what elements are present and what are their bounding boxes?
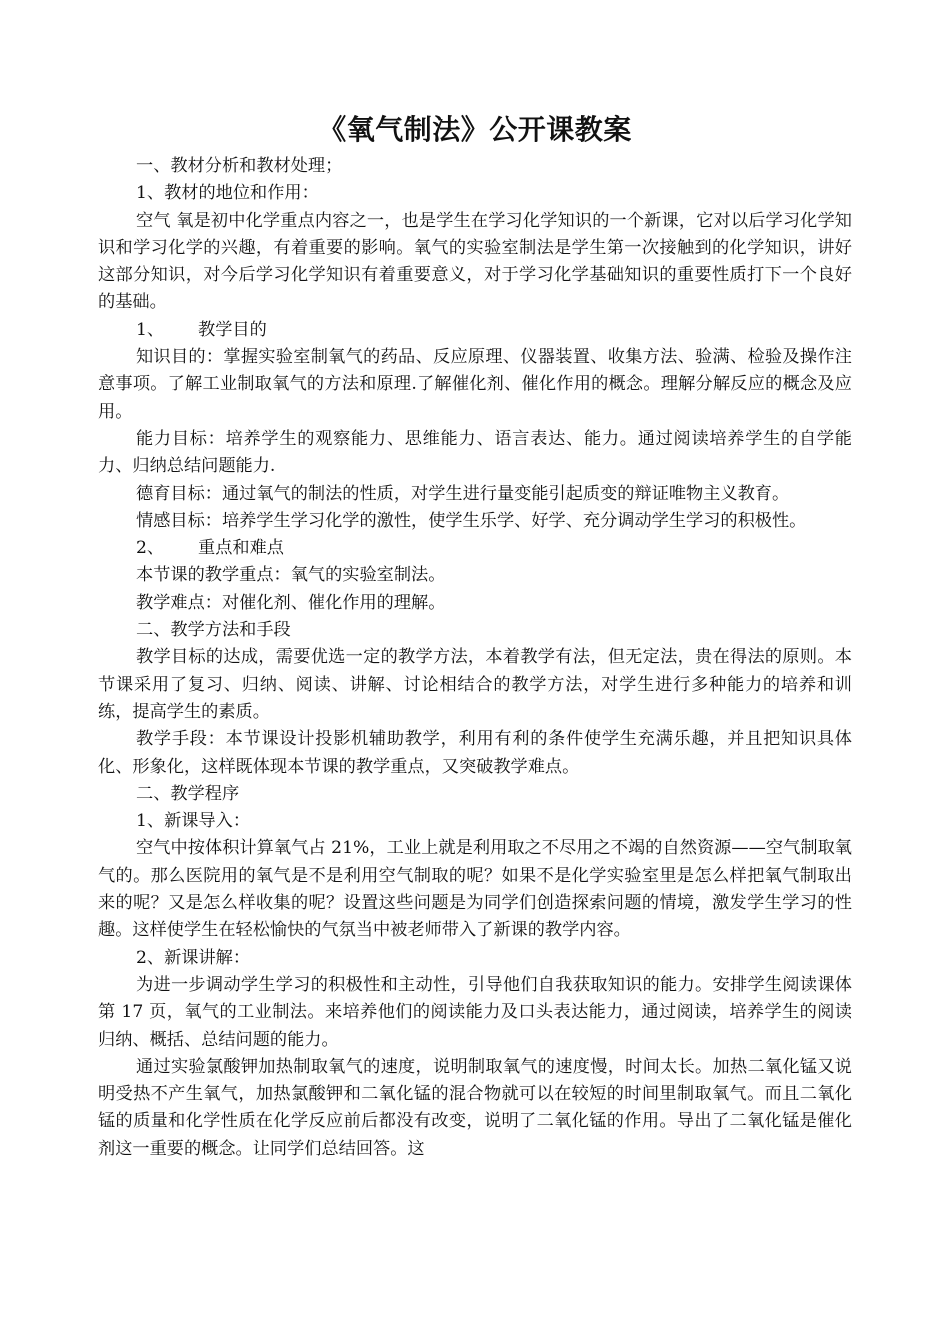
paragraph: 为进一步调动学生学习的积极性和主动性，引导他们自我获取知识的能力。安排学生阅读课体第 17 页，氧气的工业制法。来培养他们的阅读能力及口头表达能力，通过阅读，培养学生的阅读归纳、概括、总结问题的能力。 — [98, 974, 852, 1050]
section-heading: 二、教学方法和手段 — [136, 620, 291, 641]
numbered-heading — [98, 317, 852, 344]
paragraph: 知识目的：掌握实验室制氧气的药品、反应原理、仪器装置、收集方法、验满、检验及操作注意事项。了解工业制取氧气的方法和原理.了解催化剂、催化作用的概念。理解分解反应的概念及应用。 — [98, 347, 852, 422]
key-point-line: 本节课的教学重点：氧气的实验室制法。 — [136, 565, 446, 586]
numbered-heading — [98, 535, 852, 562]
difficulty-line: 教学难点：对催化剂、催化作用的理解。 — [136, 592, 446, 613]
section-heading: 一、教材分析和教材处理； — [136, 156, 343, 176]
paragraph: 教学手段：本节课设计投影机辅助教学，利用有利的条件使学生充满乐趣，并且把知识具体化、形象化，这样既体现本节课的教学重点，又突破教学难点。 — [98, 729, 852, 777]
heading-number: 1、 — [136, 319, 165, 340]
subsection-heading: 1、教材的地位和作用： — [136, 183, 319, 204]
heading-text: 教学目的 — [198, 319, 267, 340]
document-title: 《氧气制法》公开课教案 — [318, 113, 632, 146]
document-body — [98, 153, 852, 1163]
heading-number: 2、 — [136, 538, 165, 559]
paragraph: 教学目标的达成，需要优选一定的教学方法，本着教学有法，但无定法，贵在得法的原则。本节课采用了复习、归纳、阅读、讲解、讨论相结合的教学方法，对学生进行多种能力的培养和训练，提高学生的素质。 — [98, 647, 852, 722]
section-heading: 二、教学程序 — [136, 783, 240, 804]
paragraph: 德育目标：通过氧气的制法的性质，对学生进行量变能引起质变的辩证唯物主义教育。 — [136, 483, 790, 504]
paragraph: 空气 氧是初中化学重点内容之一，也是学生在学习化学知识的一个新课，它对以后学习化学知识和学习化学的兴趣，有着重要的影响。氧气的实验室制法是学生第一次接触到的化学知识，讲好这部分知识，对今后学习化学知识有着重要意义，对于学习化学基础知识的重要性质打下一个良好的基础。 — [98, 210, 852, 313]
paragraph: 通过实验氯酸钾加热制取氧气的速度，说明制取氧气的速度慢，时间太长。加热二氧化锰又说明受热不产生氧气，加热氯酸钾和二氧化锰的混合物就可以在较短的时间里制取氧气。而且二氧化锰的质量和化学性质在化学反应前后都没有改变，说明了二氧化锰的作用。导出了二氧化锰是催化剂这一重要的概念。让同学们总结回答。这 — [98, 1056, 852, 1159]
paragraph: 能力目标：培养学生的观察能力、思维能力、语言表达、能力。通过阅读培养学生的自学能力、归纳总结问题能力. — [98, 428, 852, 477]
heading-text: 重点和难点 — [198, 538, 284, 559]
paragraph: 空气中按体积计算氧气占 21%，工业上就是利用取之不尽用之不竭的自然资源——空气制取氧气的。那么医院用的氧气是不是利用空气制取的呢？如果不是化学实验室里是怎么样把氧气制取出来的呢？又是怎么样收集的呢？设置这些问题是为同学们创造探索问题的情境，激发学生学习的性趣。这样使学生在轻松愉快的气氛当中被老师带入了新课的教学内容。 — [98, 838, 852, 941]
paragraph: 情感目标：培养学生学习化学的激性，使学生乐学、好学、充分调动学生学习的积极性。 — [136, 510, 807, 531]
subsection-heading: 2、新课讲解： — [136, 947, 251, 968]
subsection-heading: 1、新课导入： — [136, 811, 251, 832]
